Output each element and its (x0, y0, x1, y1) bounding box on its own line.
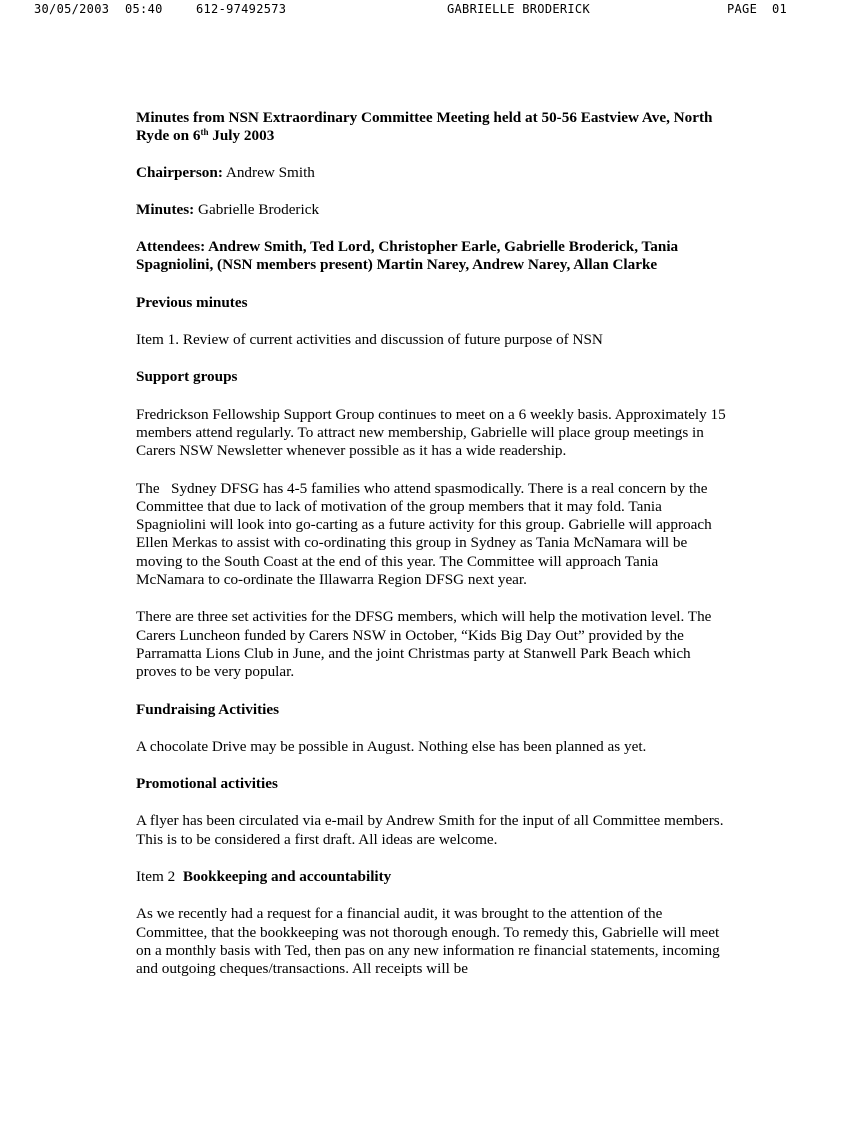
attendees-value: Andrew Smith, Ted Lord, Christopher Earle, Gabrielle Broderick, Tania Spagniolini, (NSN members present) Martin Narey, Andrew Narey, Allan Clarke (136, 238, 679, 274)
bookkeeping-paragraph: As we recently had a request for a financial audit, it was brought to the attention of the Committee, that the bookkeeping was not thorough enough. To remedy this, Gabrielle will meet on a monthly basis with Ted, then pas on any new information re financial statements, incoming and outgoing cheques/transactions. All receipts will be (136, 905, 720, 978)
attendees-line (136, 238, 726, 275)
fax-phone: 612-97492573 (196, 2, 287, 16)
fax-page-number: 01 (772, 2, 788, 16)
item-2-line (136, 868, 726, 886)
fundraising-paragraph: A chocolate Drive may be possible in August. Nothing else has been planned as yet. (136, 737, 647, 755)
item-2-label: Item 2 (136, 868, 183, 886)
chairperson-line (136, 164, 726, 182)
item-2-heading: Bookkeeping and accountability (182, 868, 392, 886)
support-groups-heading: Support groups (136, 368, 238, 386)
support-paragraph-2: The Sydney DFSG has 4-5 families who attend spasmodically. There is a real concern by the Committee that due to lack of motivation of the group members that it may fold. Tania Spagniolini will look into go-carting as a future activity for this group. Gabrielle will approach Ellen Merkas to assist with co-ordinating this group in Sydney as Tania McNamara will be moving to the South Coast at the end of this year. The Committee will approach Tania McNamara to co-ordinate the Illawarra Region DFSG next year. (136, 479, 716, 589)
document-title (136, 109, 726, 146)
fax-sender: GABRIELLE BRODERICK (447, 2, 590, 16)
fax-date: 30/05/2003 (34, 2, 110, 16)
minutes-line (136, 201, 726, 219)
support-paragraph-3: There are three set activities for the DFSG members, which will help the motivation level. The Carers Luncheon funded by Carers NSW in October, “Kids Big Day Out” provided by the Parramatta Lions Club in June, and the joint Christmas party at Stanwell Park Beach which proves to be very popular. (136, 608, 712, 681)
fax-header (0, 2, 864, 18)
minutes-label: Minutes: (136, 200, 195, 218)
promotional-heading: Promotional activities (136, 775, 278, 793)
promotional-paragraph: A flyer has been circulated via e-mail by Andrew Smith for the input of all Committee members. This is to be considered a first draft. All ideas are welcome. (136, 812, 724, 848)
previous-minutes-heading: Previous minutes (136, 293, 248, 311)
fundraising-heading: Fundraising Activities (136, 700, 280, 718)
chairperson-label: Chairperson: (136, 163, 223, 181)
title-text-end: July 2003 (208, 127, 275, 145)
item-1: Item 1. Review of current activities and discussion of future purpose of NSN (136, 331, 603, 349)
minutes-value: Gabrielle Broderick (194, 200, 320, 218)
attendees-label: Attendees: (136, 238, 206, 256)
fax-time: 05:40 (125, 2, 163, 16)
title-superscript: th (200, 127, 209, 138)
title-text: Minutes from NSN Extraordinary Committee Meeting held at 50-56 Eastview Ave, North Ryde on 6 (136, 109, 713, 145)
chairperson-value: Andrew Smith (222, 163, 315, 181)
fax-page-label: PAGE (727, 2, 758, 16)
support-paragraph-1: Fredrickson Fellowship Support Group continues to meet on a 6 weekly basis. Approximately 15 members attend regularly. To attract new membership, Gabrielle will place group meetings in Carers NSW Newsletter whenever possible as it has a wide readership. (136, 405, 726, 460)
minutes-document (136, 109, 726, 979)
